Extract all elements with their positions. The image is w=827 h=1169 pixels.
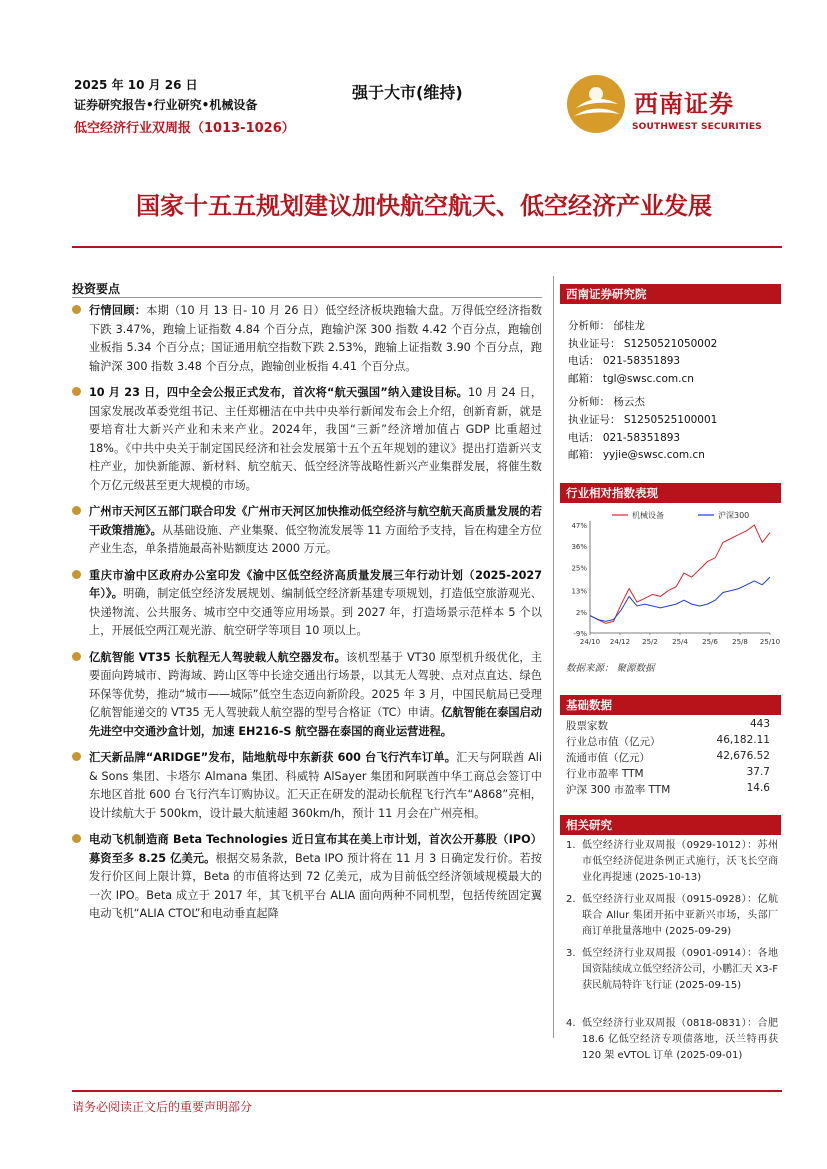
footer-disclaimer[interactable]: 请务必阅读正文后的重要声明部分 (72, 1100, 253, 1114)
chart-y-tick-label: -9% (573, 630, 587, 638)
analyst-email[interactable]: 邮箱： yyjie@swsc.com.cn (568, 449, 705, 461)
basic-data-row: 沪深 300 市盈率 TTM 14.6 (566, 782, 770, 796)
related-research-item[interactable]: 2. 低空经济行业双周报（0915-0928）：亿航联合 Allur 集团开拓中亚新兴市场，头部厂商订单批量落地中 (2025-09-29) (566, 894, 778, 937)
bullet-list (72, 302, 542, 932)
analyst-cert: 执业证号： S1250525100001 (568, 414, 718, 426)
bullet-dot-icon (72, 834, 81, 843)
report-series: 低空经济行业双周报（1013-1026） (74, 121, 295, 136)
related-research-item[interactable]: 1. 低空经济行业双周报（0929-1012）：苏州市低空经济促进条例正式施行，沃飞长空商业化再提速 (2025-10-13) (566, 840, 778, 883)
related-research-item[interactable]: 4. 低空经济行业双周报（0818-0831）：合肥 18.6 亿低空经济专项债落地，沃兰特再获 120 架 eVTOL 订单 (2025-09-01) (566, 1018, 778, 1061)
bullet-market-review: 行情回顾：本期（10 月 13 日- 10 月 26 日）低空经济板块跑输大盘。万得低空经济指数下跌 3.47%，跑输上证指数 4.84 个百分点，跑输沪深 300 指数 4.42 个百分点，跑输创业板指 5.34 个百分点；国证通用航空指数下跌 2.53%，跑输上证指数 3.90 个百分点，跑输沪深 300 指数 3.48 个百分点，跑输创业板指 4.41 个百分点。 (72, 302, 542, 376)
chart-series-line (590, 525, 770, 623)
analyst-email[interactable]: 邮箱： tgl@swsc.com.cn (568, 373, 694, 385)
chart-y-tick-label: 36% (571, 543, 587, 552)
bullet-dot-icon (72, 506, 81, 515)
bullet-plenary: 10 月 23 日，四中全会公报正式发布，首次将“航天强国”纳入建设目标。10 月 24 日，国家发展改革委党组书记、主任郑栅洁在中共中央举行新闻发布会上介绍，创新育新，就是要培育壮大新兴产业和未来产业。2024年，我国“三新”经济增加值占 GDP 比重超过 18%。《中共中央关于制定国民经济和社会发展第十五个五年规划的建议》提出打造新兴支柱产业，加快新能源、新材料、航空航天、低空经济等战略性新兴产业集群发展，将催生数个万亿元级甚至更大规模的市场。 (72, 384, 542, 495)
basic-data-row: 行业市盈率 TTM 37.7 (566, 766, 770, 780)
analyst-phone: 电话： 021-58351893 (568, 355, 681, 367)
analyst-cert: 执业证号： S1250521050002 (568, 338, 718, 350)
section-divider (72, 297, 542, 298)
report-date: 2025 年 10 月 26 日 (74, 78, 198, 92)
research-institute-title: 西南证券研究院 (560, 284, 781, 304)
logo-text-en: SOUTHWEST SECURITIES (632, 122, 762, 132)
sidebar-divider (553, 276, 554, 1038)
chart-y-tick-label: 2% (575, 608, 587, 617)
analyst-name: 分析师： 邰桂龙 (568, 320, 645, 332)
chart-x-tick-label: 24/12 (609, 638, 631, 646)
basic-data-row: 股票家数 443 (566, 718, 770, 732)
bullet-chongqing: 重庆市渝中区政府办公室印发《渝中区低空经济高质量发展三年行动计划（2025-2027 年）》。明确，制定低空经济发展规划、编制低空经济新基建专项规划，打造低空旅游观光、快递物流、公共服务、城市空中交通等应用场景。到 2027 年，打造场景示范样本 5 个以上，开展低空两江观光游、航空研学等项目 10 项以上。 (72, 567, 542, 641)
chart-x-tick-label: 25/4 (672, 638, 688, 646)
title-divider (72, 246, 782, 248)
chart-series-line (590, 577, 770, 621)
bullet-guangzhou: 广州市天河区五部门联合印发《广州市天河区加快推动低空经济与航空航天高质量发展的若干政策措施》。从基础设施、产业集聚、低空物流发展等 11 方面给予支持，旨在构建全方位产业生态，单条措施最高补贴额度达 2000 万元。 (72, 503, 542, 559)
bullet-dot-icon (72, 305, 81, 314)
bullet-dot-icon (72, 652, 81, 661)
bullet-dot-icon (72, 387, 81, 396)
chart-y-tick-label: 25% (571, 564, 587, 573)
logo-text-cn: 西南证券 (634, 89, 734, 118)
company-logo-icon (566, 74, 626, 134)
analyst-phone: 电话： 021-58351893 (568, 432, 681, 444)
bullet-dot-icon (72, 752, 81, 761)
related-research-item[interactable]: 3. 低空经济行业双周报（0901-0914）：各地国资陆续成立低空经济公司，小鹏汇天 X3-F 获民航局特许飞行证 (2025-09-15) (566, 948, 778, 991)
bullet-dot-icon (72, 570, 81, 579)
footer-divider (72, 1090, 782, 1092)
report-category: 证券研究报告•行业研究•机械设备 (74, 98, 258, 112)
chart-x-tick-label: 25/6 (702, 638, 718, 646)
basic-data-row: 流通市值（亿元） 42,676.52 (566, 750, 770, 764)
analyst-name: 分析师： 杨云杰 (568, 396, 645, 408)
index-chart (560, 505, 781, 655)
chart-source: 数据来源： 聚源数据 (566, 663, 655, 674)
chart-y-tick-label: 13% (571, 587, 587, 596)
rating: 强于大市(维持) (352, 83, 463, 102)
chart-x-tick-label: 24/10 (579, 638, 601, 646)
chart-section-title: 行业相对指数表现 (560, 483, 781, 503)
chart-legend-label: 机械设备 (632, 511, 664, 520)
page-title: 国家十五五规划建议加快航空航天、低空经济产业发展 (136, 191, 712, 220)
chart-x-tick-label: 25/8 (732, 638, 748, 646)
section-title: 投资要点 (72, 282, 121, 296)
index-chart-svg (560, 505, 781, 655)
basic-data-row: 行业总市值（亿元） 46,182.11 (566, 734, 770, 748)
related-research-title: 相关研究 (560, 815, 781, 835)
chart-x-tick-label: 25/10 (759, 638, 781, 646)
basic-data-title: 基础数据 (560, 695, 781, 715)
bullet-beta: 电动飞机制造商 Beta Technologies 近日宣布其在美上市计划，首次公开募股（IPO）募资至多 8.25 亿美元。根据交易条款，Beta IPO 预计将在 11 月 3 日确定发行价。若按发行价区间上限计算，Beta 的市值将达到 72 亿美元，成为目前低空经济领域规模最大的一次 IPO。Beta 成立于 2017 年，其飞机平台 ALIA 面向两种不同机型，包括传统固定翼电动飞机“ALIA CTOL”和电动垂直起降 (72, 831, 542, 924)
chart-x-tick-label: 25/2 (642, 638, 658, 646)
bullet-aridge: 汇天新品牌“ARIDGE”发布，陆地航母中东新获 600 台飞行汽车订单。汇天与阿联酋 Ali & Sons 集团、卡塔尔 Almana 集团、科威特 AlSayer 集团和阿联酋中华工商总会签订中东地区首批 600 台飞行汽车订购协议。汇天正在研发的混动长航程飞行汽车“A868”亮相，设计续航大于 500km，设计最大航速超 360km/h，预计 11 月会在广州亮相。 (72, 749, 542, 823)
chart-legend-label: 沪深300 (718, 511, 750, 520)
bullet-ehang: 亿航智能 VT35 长航程无人驾驶载人航空器发布。该机型基于 VT30 原型机升级优化，主要面向跨城市、跨海域、跨山区等中长途交通出行场景，以其无人驾驶、点对点直达、绿色环保等优势，推动“城市——城际”低空生态迈向新阶段。2025 年 3 月，中国民航局已受理亿航智能递交的 VT35 无人驾驶载人航空器的型号合格证（TC）申请。亿航智能在泰国启动先进空中交通沙盒计划，加速 EH216-S 航空器在泰国的商业运营进程。 (72, 649, 542, 742)
chart-y-tick-label: 47% (571, 522, 587, 530)
